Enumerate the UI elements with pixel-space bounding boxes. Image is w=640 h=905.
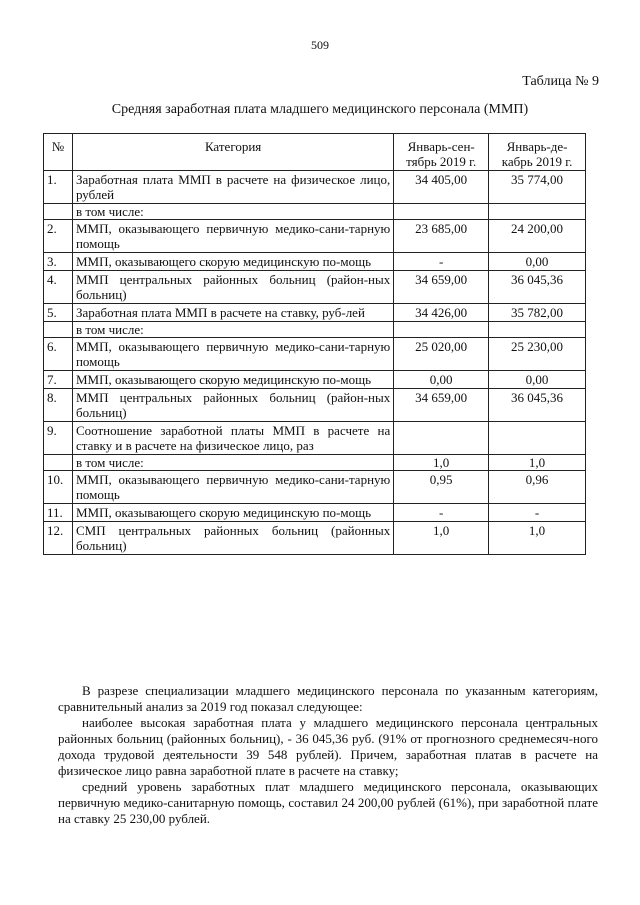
table-row	[44, 504, 586, 522]
table-title: Средняя заработная плата младшего медицинского персонала (ММП)	[111, 102, 529, 117]
row-number: 3.	[44, 253, 73, 271]
table-row	[44, 171, 586, 204]
row-category: ММП, оказывающего скорую медицинскую по-мощь	[72, 371, 393, 389]
row-value-period2	[489, 322, 586, 338]
row-value-period1: 0,95	[394, 471, 489, 504]
row-category: Заработная плата ММП в расчете на ставку, руб-лей	[72, 304, 393, 322]
table-body	[44, 171, 586, 555]
table-row	[44, 455, 586, 471]
row-value-period1	[394, 322, 489, 338]
row-value-period1	[394, 204, 489, 220]
table-row	[44, 522, 586, 555]
row-value-period1: -	[394, 504, 489, 522]
table-header-row	[44, 134, 586, 171]
row-category: Заработная плата ММП в расчете на физическое лицо, рублей	[72, 171, 393, 204]
header-no: №	[44, 134, 73, 171]
paragraph-average-salary: средний уровень заработных плат младшего медицинского персонала, оказывающих первичную медико-санитарную помощь, составил 24 200,00 рублей (61%), при заработной плате на ставку 25 230,00 рублей.	[58, 779, 598, 826]
row-category: в том числе:	[72, 455, 393, 471]
table-row	[44, 371, 586, 389]
row-category: Соотношение заработной платы ММП в расчете на ставку и в расчете на физическое лицо, раз	[72, 422, 393, 455]
row-number: 10.	[44, 471, 73, 504]
paragraph-highest-salary: наиболее высокая заработная плата у младшего медицинского персонала центральных районных больниц (районных больниц), - 36 045,36 руб. (91% от прогнозного среднемесяч-ного дохода трудовой деятельности 39 548 рублей). Причем, заработная платав в расчете на физическое лицо равна заработной плате в расчете на ставку;	[58, 715, 598, 778]
row-value-period1	[394, 422, 489, 455]
row-value-period1: 34 659,00	[394, 271, 489, 304]
row-value-period2: 36 045,36	[489, 271, 586, 304]
row-number: 9.	[44, 422, 73, 455]
salary-table	[43, 133, 586, 555]
row-number: 5.	[44, 304, 73, 322]
table-row	[44, 422, 586, 455]
row-number: 1.	[44, 171, 73, 204]
row-category: ММП, оказывающего первичную медико-сани-тарную помощь	[72, 471, 393, 504]
row-category: СМП центральных районных больниц (районных больниц)	[72, 522, 393, 555]
row-number: 6.	[44, 338, 73, 371]
header-category: Категория	[72, 134, 393, 171]
row-value-period2: 1,0	[489, 455, 586, 471]
row-value-period1: 1,0	[394, 522, 489, 555]
body-text	[58, 683, 598, 827]
row-category: ММП, оказывающего скорую медицинскую по-мощь	[72, 504, 393, 522]
row-category: ММП, оказывающего скорую медицинскую по-мощь	[72, 253, 393, 271]
table-row	[44, 322, 586, 338]
row-category: в том числе:	[72, 204, 393, 220]
row-value-period2: 35 782,00	[489, 304, 586, 322]
row-category: ММП центральных районных больниц (район-ных больниц)	[72, 389, 393, 422]
table-row	[44, 253, 586, 271]
row-value-period1: 34 659,00	[394, 389, 489, 422]
row-value-period2: 25 230,00	[489, 338, 586, 371]
row-value-period2: 35 774,00	[489, 171, 586, 204]
row-value-period2: 0,00	[489, 371, 586, 389]
table-row	[44, 204, 586, 220]
row-number	[44, 322, 73, 338]
row-value-period1: 34 426,00	[394, 304, 489, 322]
row-number: 8.	[44, 389, 73, 422]
row-value-period2: 1,0	[489, 522, 586, 555]
row-value-period2: 24 200,00	[489, 220, 586, 253]
header-period1: Январь-сен-тябрь 2019 г.	[394, 134, 489, 171]
row-value-period2: -	[489, 504, 586, 522]
table-row	[44, 304, 586, 322]
table-row	[44, 220, 586, 253]
row-number: 2.	[44, 220, 73, 253]
row-number: 12.	[44, 522, 73, 555]
row-value-period1: -	[394, 253, 489, 271]
header-period2: Январь-де-кабрь 2019 г.	[489, 134, 586, 171]
table-row	[44, 471, 586, 504]
row-number: 7.	[44, 371, 73, 389]
row-category: ММП центральных районных больниц (район-ных больниц)	[72, 271, 393, 304]
row-value-period1: 23 685,00	[394, 220, 489, 253]
row-number	[44, 455, 73, 471]
table-row	[44, 389, 586, 422]
row-value-period2	[489, 204, 586, 220]
table-row	[44, 338, 586, 371]
row-number	[44, 204, 73, 220]
table-label: Таблица № 9	[522, 74, 599, 89]
row-category: ММП, оказывающего первичную медико-сани-тарную помощь	[72, 338, 393, 371]
row-number: 4.	[44, 271, 73, 304]
row-category: ММП, оказывающего первичную медико-сани-тарную помощь	[72, 220, 393, 253]
row-value-period1: 34 405,00	[394, 171, 489, 204]
row-value-period2: 0,00	[489, 253, 586, 271]
row-value-period2: 36 045,36	[489, 389, 586, 422]
paragraph-intro: В разрезе специализации младшего медицинского персонала по указанным категориям, сравнительный анализ за 2019 год показал следующее:	[58, 683, 598, 714]
row-number: 11.	[44, 504, 73, 522]
row-value-period1: 1,0	[394, 455, 489, 471]
row-category: в том числе:	[72, 322, 393, 338]
table-row	[44, 271, 586, 304]
page-number: 509	[311, 38, 329, 52]
row-value-period1: 25 020,00	[394, 338, 489, 371]
row-value-period2	[489, 422, 586, 455]
row-value-period1: 0,00	[394, 371, 489, 389]
row-value-period2: 0,96	[489, 471, 586, 504]
